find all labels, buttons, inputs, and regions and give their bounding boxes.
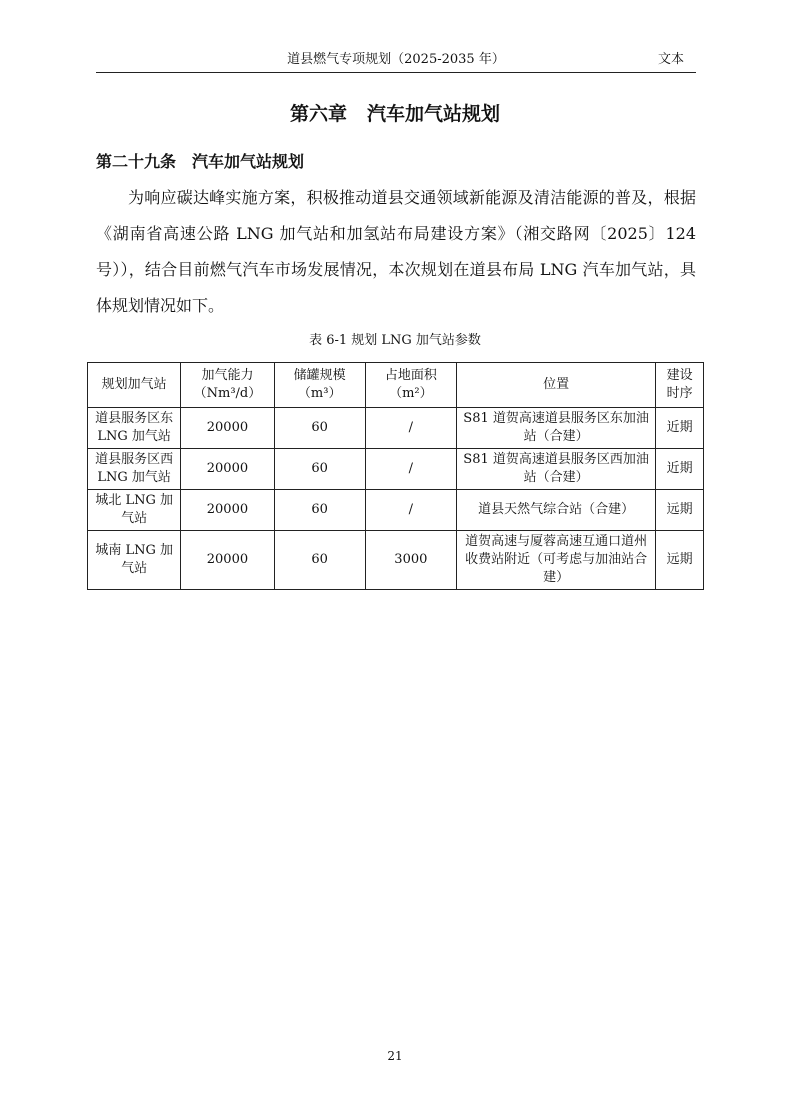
table-row (88, 490, 704, 531)
capacity-value: 20000 (181, 531, 274, 590)
chapter-heading (0, 99, 790, 126)
header-area: 占地面积 （m²） (365, 363, 456, 408)
area-value: / (365, 490, 456, 531)
page-number: 21 (387, 1049, 403, 1063)
station-name: 城北 LNG 加气站 (88, 490, 181, 531)
area-value: / (365, 449, 456, 490)
header-tank: 储罐规模 （m³） (274, 363, 365, 408)
chapter-title: 汽车加气站规划 (367, 103, 501, 125)
location-value: 道贺高速与厦蓉高速互通口道州收费站附近（可考虑与加油站合建） (456, 531, 655, 590)
capacity-value: 20000 (181, 408, 274, 449)
tank-value: 60 (274, 408, 365, 449)
header-phase: 建设时序 (656, 363, 704, 408)
article-number: 第二十九条 (96, 152, 177, 171)
page-header (96, 44, 696, 73)
capacity-value: 20000 (181, 490, 274, 531)
tank-value: 60 (274, 449, 365, 490)
header-station: 规划加气站 (88, 363, 181, 408)
table-header-row (88, 363, 704, 408)
table-row (88, 531, 704, 590)
phase-value: 远期 (656, 490, 704, 531)
chapter-number: 第六章 (289, 103, 347, 125)
body-paragraph: 为响应碳达峰实施方案，积极推动道县交通领域新能源及清洁能源的普及，根据《湖南省高速公路 LNG 加气站和加氢站布局建设方案》（湘交路网〔2025〕124 号）），结合目前燃气汽车市场发展情况，本次规划在道县布局 LNG 汽车加气站，具体规划情况如下。 (96, 188, 696, 315)
station-name: 道县服务区东 LNG 加气站 (88, 408, 181, 449)
phase-value: 近期 (656, 449, 704, 490)
tank-value: 60 (274, 490, 365, 531)
phase-value: 远期 (656, 531, 704, 590)
article-title: 汽车加气站规划 (192, 152, 305, 171)
table-row (88, 449, 704, 490)
header-location: 位置 (456, 363, 655, 408)
table-row (88, 408, 704, 449)
lng-station-table (87, 362, 704, 590)
location-value: S81 道贺高速道县服务区东加油站（合建） (456, 408, 655, 449)
article-heading (96, 149, 304, 172)
phase-value: 近期 (656, 408, 704, 449)
document-section-label: 文本 (657, 52, 684, 67)
table-caption: 表 6-1 规划 LNG 加气站参数 (309, 333, 481, 348)
capacity-value: 20000 (181, 449, 274, 490)
tank-value: 60 (274, 531, 365, 590)
area-value: / (365, 408, 456, 449)
station-name: 道县服务区西 LNG 加气站 (88, 449, 181, 490)
location-value: S81 道贺高速道县服务区西加油站（合建） (456, 449, 655, 490)
location-value: 道县天然气综合站（合建） (456, 490, 655, 531)
header-capacity: 加气能力 （Nm³/d） (181, 363, 274, 408)
station-name: 城南 LNG 加气站 (88, 531, 181, 590)
area-value: 3000 (365, 531, 456, 590)
document-title: 道县燃气专项规划（2025-2035 年） (287, 52, 505, 67)
